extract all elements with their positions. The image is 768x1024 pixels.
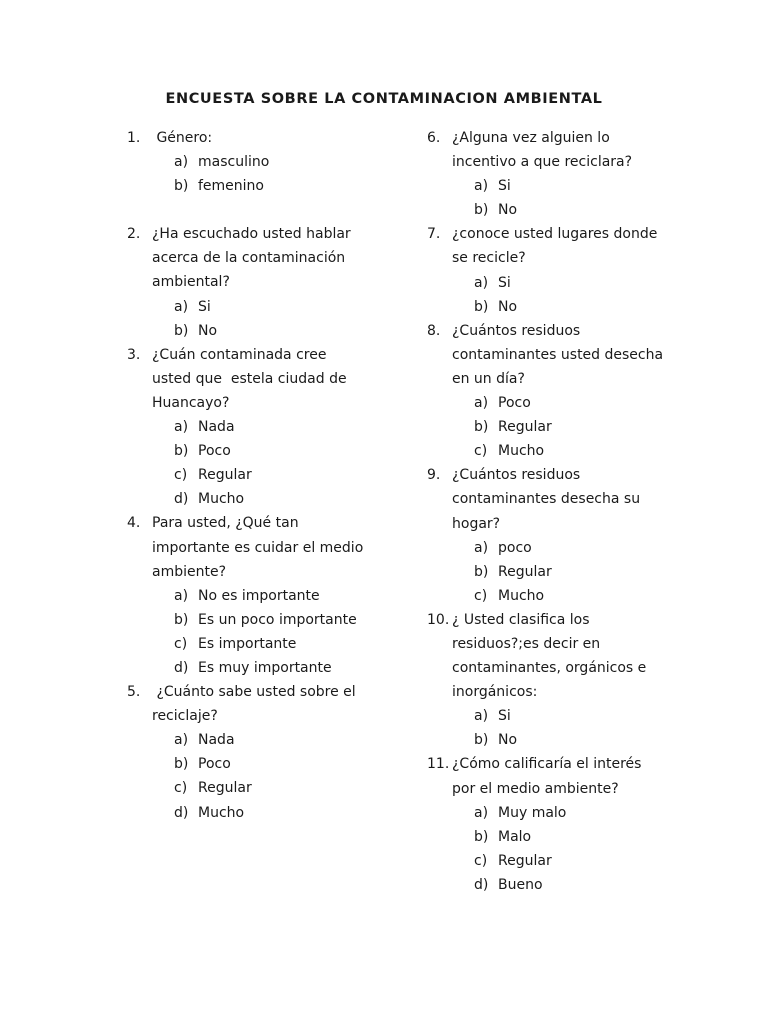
question-text-line: ¿Cómo calificaría el interés [452, 756, 642, 773]
question-text-line: ¿Cuántos residuos [452, 322, 581, 339]
option-item [174, 487, 377, 511]
question-text-line: ¿Ha escuchado usted hablar [152, 226, 351, 243]
option-letter: d) [174, 491, 189, 508]
question-text-line: usted que estela ciudad de [152, 370, 347, 387]
option-item [174, 584, 377, 608]
option-letter: b) [474, 563, 489, 580]
question-text-line: se recicle? [452, 250, 526, 267]
options-list [174, 295, 377, 343]
options-list [474, 391, 687, 463]
question-text-line: importante es cuidar el medio [152, 539, 364, 556]
option-letter: b) [174, 322, 189, 339]
options-list [174, 150, 377, 198]
option-item [474, 174, 687, 198]
option-letter: a) [474, 274, 489, 291]
option-label: Si [198, 298, 211, 315]
question-number: 2. [127, 226, 141, 243]
option-letter: b) [474, 202, 489, 219]
option-label: Regular [498, 852, 552, 869]
option-item [474, 728, 687, 752]
option-letter: a) [474, 395, 489, 412]
option-item [474, 560, 687, 584]
option-letter: a) [174, 154, 189, 171]
option-label: Regular [498, 419, 552, 436]
option-item [174, 319, 377, 343]
option-label: Mucho [498, 443, 545, 460]
question-number: 8. [427, 322, 441, 339]
question-text-line: en un día? [452, 370, 525, 387]
question-3 [127, 343, 377, 512]
option-label: Poco [498, 395, 531, 412]
option-letter: a) [174, 298, 189, 315]
option-letter: c) [174, 467, 188, 484]
option-letter: a) [174, 587, 189, 604]
option-letter: a) [474, 539, 489, 556]
option-label: No [498, 298, 518, 315]
option-item [174, 174, 377, 198]
question-4 [127, 511, 377, 680]
question-text-line: incentivo a que reciclara? [452, 154, 633, 171]
question-number: 4. [127, 515, 141, 532]
question-text-line: ¿Cuán contaminada cree [152, 346, 327, 363]
question-number: 3. [127, 346, 141, 363]
question-number: 6. [427, 130, 441, 146]
question-text-line: Huancayo? [152, 394, 230, 411]
option-label: Es muy importante [198, 659, 332, 676]
options-list [474, 271, 687, 319]
option-item [474, 439, 687, 463]
option-item [174, 632, 377, 656]
options-list [174, 415, 377, 511]
question-text-line: ¿Alguna vez alguien lo [452, 130, 610, 146]
question-text-line: hogar? [452, 515, 501, 532]
option-letter: d) [174, 804, 189, 821]
option-label: femenino [198, 178, 264, 195]
option-item [474, 536, 687, 560]
option-label: No es importante [198, 587, 320, 604]
option-item [474, 849, 687, 873]
option-letter: b) [174, 611, 189, 628]
question-text-line: ¿conoce usted lugares donde [452, 226, 658, 243]
left-column [127, 126, 377, 825]
option-letter: d) [174, 659, 189, 676]
option-item [474, 825, 687, 849]
right-column [427, 126, 687, 897]
option-item [474, 584, 687, 608]
options-list [474, 704, 687, 752]
option-item [174, 439, 377, 463]
question-text-line: ¿Cuántos residuos [452, 467, 581, 484]
question-6 [427, 126, 687, 222]
option-label: Malo [498, 828, 532, 845]
question-text-line: contaminantes desecha su [452, 491, 641, 508]
option-item [174, 608, 377, 632]
option-item [174, 463, 377, 487]
option-item [474, 391, 687, 415]
option-label: Regular [198, 780, 252, 797]
options-list [474, 536, 687, 608]
question-text-line: Para usted, ¿Qué tan [152, 515, 299, 532]
option-item [174, 656, 377, 680]
question-number: 10. [427, 611, 450, 628]
option-item [474, 198, 687, 222]
option-letter: a) [474, 804, 489, 821]
options-list [174, 584, 377, 680]
question-text-line: por el medio ambiente? [452, 780, 619, 797]
option-label: Si [498, 274, 511, 291]
option-letter: a) [474, 708, 489, 725]
option-item [474, 704, 687, 728]
spacer [127, 198, 377, 222]
option-label: Si [498, 178, 511, 195]
question-number: 7. [427, 226, 441, 243]
question-text-line: ¿Cuánto sabe usted sobre el [152, 684, 356, 701]
option-letter: b) [474, 298, 489, 315]
option-letter: b) [174, 178, 189, 195]
option-label: masculino [198, 154, 270, 171]
option-letter: a) [174, 419, 189, 436]
question-text-line: residuos?;es decir en [452, 635, 601, 652]
option-letter: c) [474, 587, 488, 604]
option-label: Es un poco importante [198, 611, 357, 628]
option-letter: b) [174, 443, 189, 460]
option-letter: c) [174, 635, 188, 652]
options-list [474, 801, 687, 897]
question-5 [127, 680, 377, 825]
option-label: Mucho [498, 587, 545, 604]
option-label: Nada [198, 732, 235, 749]
question-number: 9. [427, 467, 441, 484]
option-label: Nada [198, 419, 235, 436]
question-10 [427, 608, 687, 753]
question-9 [427, 463, 687, 608]
option-item [174, 150, 377, 174]
option-label: No [498, 732, 518, 749]
option-label: Regular [198, 467, 252, 484]
question-text-line: contaminantes usted desecha [452, 346, 664, 363]
question-7 [427, 222, 687, 318]
question-text-line: ambiental? [152, 274, 230, 291]
question-2 [127, 222, 377, 342]
option-letter: b) [474, 828, 489, 845]
question-1 [127, 126, 377, 198]
option-item [174, 801, 377, 825]
question-number: 1. [127, 130, 141, 146]
question-text-line: ¿ Usted clasifica los [452, 611, 590, 628]
option-letter: d) [474, 876, 489, 893]
option-item [474, 873, 687, 897]
option-label: Regular [498, 563, 552, 580]
option-label: Poco [198, 443, 231, 460]
option-item [474, 295, 687, 319]
option-label: Bueno [498, 876, 543, 893]
question-text-line: ambiente? [152, 563, 227, 580]
option-letter: b) [474, 419, 489, 436]
question-text-line: acerca de la contaminación [152, 250, 346, 267]
options-list [174, 728, 377, 824]
option-label: Mucho [198, 491, 245, 508]
question-8 [427, 319, 687, 464]
option-item [174, 728, 377, 752]
option-letter: a) [174, 732, 189, 749]
question-number: 11. [427, 756, 450, 773]
option-letter: b) [474, 732, 489, 749]
option-letter: c) [474, 443, 488, 460]
option-label: No [198, 322, 218, 339]
option-letter: b) [174, 756, 189, 773]
survey-title: ENCUESTA SOBRE LA CONTAMINACION AMBIENTAL [165, 91, 603, 107]
option-label: No [498, 202, 518, 219]
option-label: Poco [198, 756, 231, 773]
question-11 [427, 752, 687, 897]
option-letter: c) [174, 780, 188, 797]
option-item [174, 295, 377, 319]
option-label: poco [498, 539, 532, 556]
question-text-line: contaminantes, orgánicos e [452, 660, 647, 677]
option-item [474, 415, 687, 439]
question-text-line: Género: [152, 130, 213, 146]
option-label: Mucho [198, 804, 245, 821]
option-letter: a) [474, 178, 489, 195]
option-item [174, 776, 377, 800]
option-letter: c) [474, 852, 488, 869]
option-item [474, 271, 687, 295]
question-number: 5. [127, 684, 141, 701]
option-item [474, 801, 687, 825]
question-text-line: reciclaje? [152, 708, 218, 725]
question-text-line: inorgánicos: [452, 684, 538, 701]
option-label: Si [498, 708, 511, 725]
option-label: Es importante [198, 635, 297, 652]
option-label: Muy malo [498, 804, 567, 821]
option-item [174, 415, 377, 439]
options-list [474, 174, 687, 222]
option-item [174, 752, 377, 776]
